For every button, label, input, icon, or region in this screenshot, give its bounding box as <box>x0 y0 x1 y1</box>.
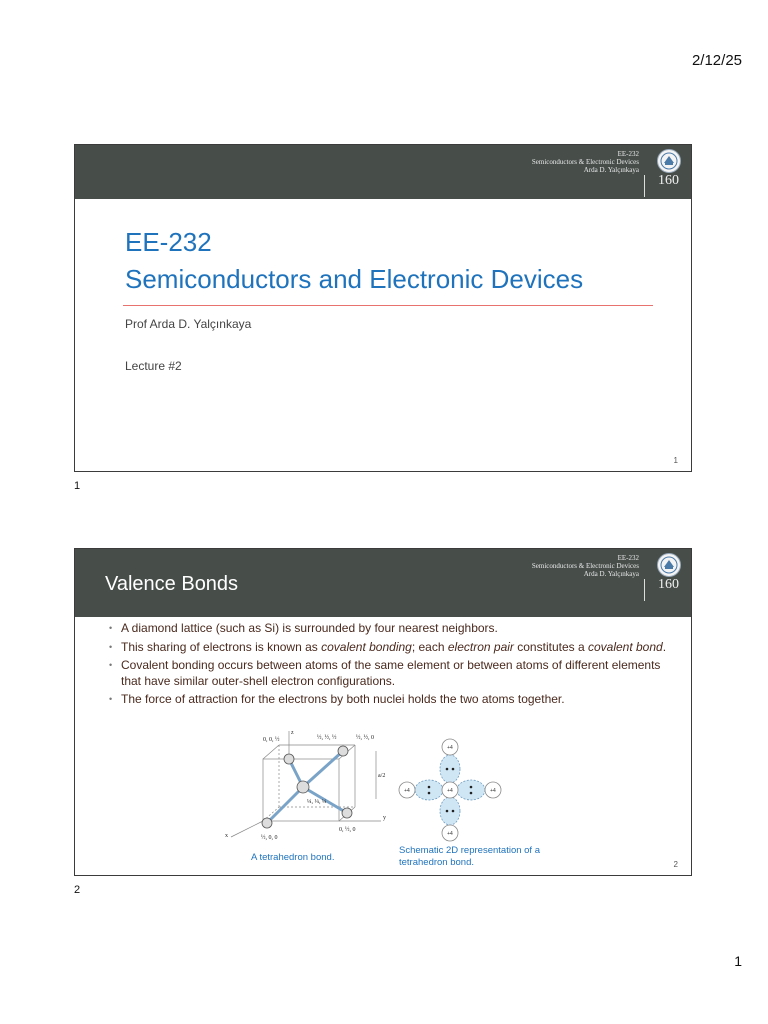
header-course-title: Semiconductors & Electronic Devices <box>531 158 639 166</box>
header-logo-divider <box>644 175 645 197</box>
atom-label: +4 <box>447 788 453 794</box>
bullet-list <box>109 621 669 711</box>
header-course: EE-232 <box>617 150 639 158</box>
header-author: Arda D. Yalçınkaya <box>583 570 639 578</box>
atom-label: +4 <box>490 788 496 794</box>
anniversary-logo: 160 <box>658 577 679 592</box>
slide-1-caption: 1 <box>74 480 81 492</box>
slide-header <box>75 549 691 617</box>
slide-title: Valence Bonds <box>105 573 239 595</box>
anniversary-logo: 160 <box>658 173 679 188</box>
slide-2 <box>74 548 692 876</box>
slide-header <box>75 145 691 199</box>
axis-label: z <box>291 730 294 736</box>
coord-label: ¼, ¼, ¼ <box>307 799 327 805</box>
slide-1 <box>74 144 692 472</box>
figure-caption-right: Schematic 2D representation of a tetrahedron bond. <box>399 845 540 868</box>
dimension-label: a/2 <box>378 773 386 779</box>
coord-label: ½, ½, ½ <box>317 735 337 741</box>
coord-label: ½, ½, 0 <box>356 735 374 741</box>
coord-label: 0, ½, 0 <box>339 827 356 833</box>
atom-label: +4 <box>447 745 453 751</box>
header-credit <box>532 150 639 174</box>
page-number: 1 <box>734 953 742 969</box>
bullet-item: • This sharing of electrons is known as covalent bonding; each electron pair constitutes a covalent bond. <box>109 640 669 656</box>
slide-2-caption: 2 <box>74 884 81 896</box>
header-course-title: Semiconductors & Electronic Devices <box>531 562 639 570</box>
lecture-number: Lecture #2 <box>125 359 182 373</box>
bullet-item: • Covalent bonding occurs between atoms of the same element or between atoms of different elements that have similar outer-shell electron configurations. <box>109 658 669 689</box>
slide-number: 1 <box>673 456 678 465</box>
header-logo-divider <box>644 579 645 601</box>
slide-title-line1: EE-232 <box>125 227 212 257</box>
header-credit <box>532 554 639 578</box>
header-author: Arda D. Yalçınkaya <box>583 166 639 174</box>
atom-label: +4 <box>404 788 410 794</box>
coord-label: 0, 0, ½ <box>263 737 280 743</box>
page-date: 2/12/25 <box>691 52 742 69</box>
title-underline <box>123 305 653 306</box>
slide-number: 2 <box>673 860 678 869</box>
schematic-2d-bond-diagram <box>393 735 513 845</box>
figure-caption-left: A tetrahedron bond. <box>251 852 335 863</box>
presenter-name: Prof Arda D. Yalçınkaya <box>125 317 252 331</box>
coord-label: ½, 0, 0 <box>261 835 278 841</box>
university-seal-icon <box>657 553 681 577</box>
axis-label: y <box>383 815 386 821</box>
university-seal-icon <box>657 149 681 173</box>
atom-label: +4 <box>447 831 453 837</box>
bullet-item: • A diamond lattice (such as Si) is surrounded by four nearest neighbors. <box>109 621 669 637</box>
axis-label: x <box>225 833 228 839</box>
header-course: EE-232 <box>617 554 639 562</box>
bullet-item: • The force of attraction for the electrons by both nuclei holds the two atoms together. <box>109 692 669 708</box>
slide-title-line2: Semiconductors and Electronic Devices <box>125 264 584 294</box>
tetrahedron-bond-diagram <box>221 729 391 841</box>
